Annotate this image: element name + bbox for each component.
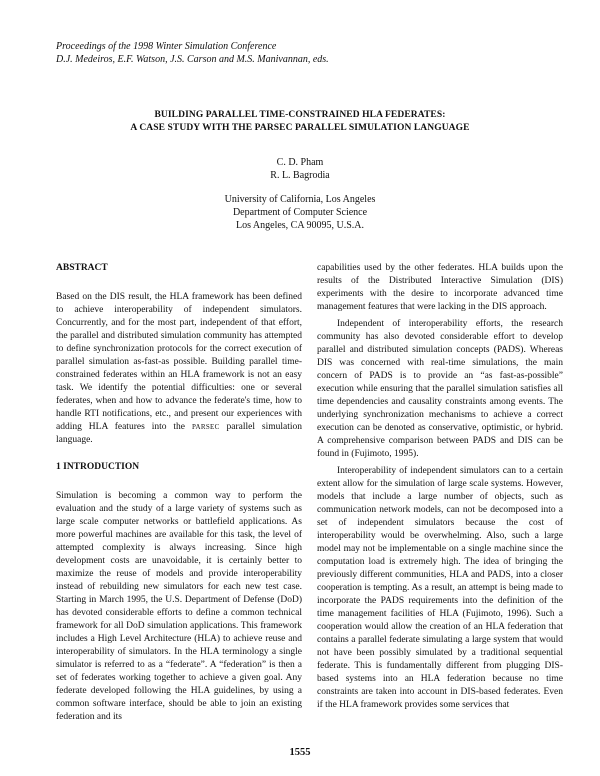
body-paragraph: capabilities used by the other federates. HLA builds upon the results of the Distributed Interactive Simulation (DIS) experiments with the desire to incorporate advanced time management features that were lacking in the DIS approach. [317,263,563,312]
affiliation-university: University of California, Los Angeles [224,194,376,205]
body-paragraph: Interoperability of independent simulators can to a certain extent allow for the simulation of large scale systems. However, models that include a large number of objects, such as communication network models, can not be decomposed into a set of independent simulators because the cost of interoperability would be overwhelming. Also, such a large model may not be implementable on a single machine since the computation load is extremely high. The idea of bringing the previously different communities, HLA and PADS, into a closer cooperation is tempting. As a result, an attempt is being made to incorporate the PADS requirements into the definition of the time management facilities of HLA (Fujimoto, 1996). Such a cooperation would allow the creation of an HLA federation that contains a parallel federate simulating a large system that would not have been possibly simulated by a traditional sequential federate. This is fundamentally different from plugging DIS-based systems into an HLA federation because no time constraints are taken into account in DIS-based federates. Even if the HLA framework provides some services that [317,466,563,710]
introduction-paragraph: Simulation is becoming a common way to perform the evaluation and the study of a large variety of systems such as large scale computer networks or battlefield applications. As more powerful machines are available for this task, the level of attempted complexity is always increasing. Since high development costs are unavoidable, it is certainly better to maximize the reuse of models and provide interoperability instead of rebuilding new simulators for each new test case. Starting in March 1995, the U.S. Department of Defense (DoD) has devoted considerable efforts to define a common technical framework for all DoD simulation applications. This framework includes a High Level Architecture (HLA) to achieve reuse and interoperability of simulators. In the HLA terminology a single simulator is referred to as a “federate”. A “federation” is then a set of federates working together to achieve a given goal. Any federate developed following the HLA guidelines, by using a common software interface, should be able to join an existing federation and its [56,491,302,722]
affiliation-address: Los Angeles, CA 90095, U.S.A. [235,220,365,231]
author-list [200,156,400,182]
abstract-text-end: parallel simulation language. [56,422,303,445]
body-paragraph: Independent of interoperability efforts, the research community has also devoted considerable effort to develop parallel and distributed simulation concepts (PADS). Whereas DIS was concerned with real-time simulations, the main concern of PADS is to provide an “as fast-as-possible” execution while ensuring that the parallel simulation satisfies all time dependencies and causality constraints among events. The underlying synchronization mechanisms to achieve a correct execution can be denoted as conservative, optimistic, or hybrid. A comprehensive comparison between PADS and DIS can be found in (Fujimoto, 1995). [317,319,563,459]
proceedings-line-1: Proceedings of the 1998 Winter Simulation Conference [56,41,277,52]
introduction-heading: 1 INTRODUCTION [56,462,140,472]
proceedings-editors: D.J. Medeiros, E.F. Watson, J.S. Carson and M.S. Manivannan, eds. [56,54,329,65]
author-name: C. D. Pham [276,157,324,168]
parsec-name: parsec [191,422,220,432]
affiliation-block [180,193,420,232]
abstract-text [56,291,302,447]
proceedings-header [56,40,556,66]
affiliation-department: Department of Computer Science [232,207,368,218]
left-column [56,262,302,724]
title-line-1: BUILDING PARALLEL TIME-CONSTRAINED HLA FEDERATES: [154,110,446,120]
author-name: R. L. Bagrodia [270,170,330,181]
page-number: 1555 [289,747,311,758]
right-column [317,262,563,712]
paper-title [60,109,540,135]
title-line-2: A CASE STUDY WITH THE PARSEC PARALLEL SIMULATION LANGUAGE [130,123,470,133]
abstract-heading: ABSTRACT [56,263,108,273]
abstract-text-main: Based on the DIS result, the HLA framework has been defined to achieve interoperability of independent simulators. Concurrently, and for the most part, independent of that effort, the parallel and distributed simulation community has attempted to define synchronization protocols for the correct execution of parallel simulation as-fast-as possible. Building parallel time-constrained federates within an HLA framework is not an easy task. We identify the potential difficulties: one or several federates, when and how to advance the federate's time, how to handle RTI notifications, etc., and present our experiences with adding HLA features into the [56,292,302,432]
